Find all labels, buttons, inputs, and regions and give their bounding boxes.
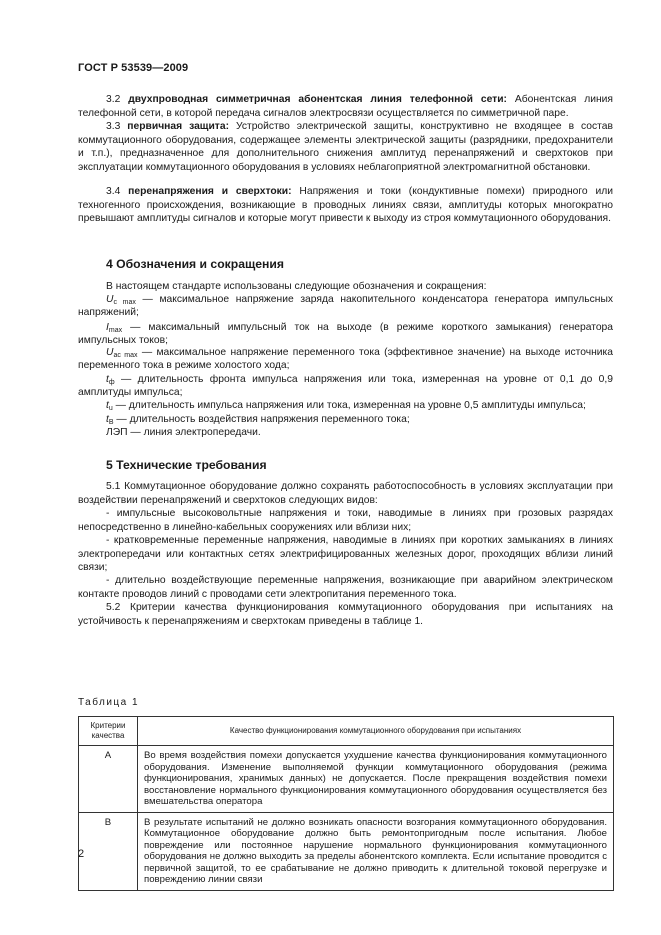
- clause-5-2: 5.2 Критерии качества функционирования коммутационного оборудования при испытаниях на устойчивость к перенапряжениям и сверхтокам приведены в таблице 1.: [78, 602, 613, 627]
- bullet-item: - импульсные высоковольтные напряжения и токи, наводимые в линиях при грозовых разрядах непосредственно в линейно-кабельных сооружениях или вблизи них;: [78, 508, 613, 533]
- column-header-criteria: Критерии качества: [79, 717, 138, 746]
- definition-3-3: [78, 120, 613, 174]
- abbreviation-text: — максимальное напряжение переменного тока (эффективное значение) на выходе источника переменного тока в режиме холостого хода;: [78, 347, 613, 371]
- definition-text: Напряжения и токи (кондуктивные помехи) природного или техногенного происхождения, возникающие в проводных линиях связи, амплитуды которых многократно превышают амплитуды сигналов и которые могут привести к выходу из строя коммутационного оборудования.: [78, 186, 613, 224]
- definition-text: Устройство электрической защиты, конструктивно не входящее в состав коммутационного оборудования, содержащее элементы электрической защиты (разрядники, предохранители и т.п.), предназначенное для дополнительного снижения амплитуд перенапряжений и сверхтоков при эксплуатации коммутационного оборудования в условиях неблагоприятной электромагнитной обстановки.: [78, 121, 613, 173]
- abbreviation-text: — максимальный импульсный ток на выходе (в режиме короткого замыкания) генератора импульсных токов;: [78, 322, 613, 346]
- abbreviation-item: [78, 321, 613, 347]
- symbol: U: [106, 294, 114, 305]
- symbol: t: [106, 400, 109, 411]
- abbreviation-text: ЛЭП — линия электропередачи.: [106, 427, 261, 438]
- symbol-subscript: ac max: [113, 352, 138, 359]
- document-header: ГОСТ Р 53539—2009: [78, 62, 189, 74]
- abbreviation-item: [78, 373, 613, 399]
- bullet-item: - кратковременные переменные напряжения, наводимые в линиях при коротких замыканиях в линиях электропередачи или контактных сетях электрифицированных железных дорог, проходящих вблизи линий связи;: [78, 535, 613, 573]
- definition-text: Абонентская линия телефонной сети, в которой передача сигналов электросвязи осуществляется по симметричной паре.: [78, 94, 613, 119]
- abbreviation-item: [78, 426, 613, 439]
- abbreviation-text: — максимальное напряжение заряда накопительного конденсатора генератора импульсных напряжений;: [78, 294, 613, 318]
- symbol: U: [106, 347, 114, 358]
- section-4-title: 4 Обозначения и сокращения: [106, 257, 285, 271]
- definition-3-4: [78, 185, 613, 226]
- symbol-subscript: u: [108, 405, 113, 412]
- symbol-subscript: B: [108, 419, 114, 426]
- symbol: I: [106, 322, 109, 333]
- description-cell: В результате испытаний не должно возникать опасности возгорания коммутационного оборудования. Коммутационное оборудование должно быть ремонтопригодным после испытания. Любое повреждение или постоянное нарушение нормального функционирования коммутационного оборудования не должно выходить за пределы абонентского комплекта. Если испытание проводится с первичной защитой, то ее срабатывание не должно приводить к длительной токовой перегрузке и повреждению линии связи: [138, 812, 614, 890]
- column-header-quality: Качество функционирования коммутационного оборудования при испытаниях: [138, 717, 614, 746]
- symbol-subscript: c max: [113, 299, 136, 306]
- description-cell: Во время воздействия помехи допускается ухудшение качества функционирования коммутационного оборудования. Изменение выполняемой функции коммутационного оборудования (режима функционирования, хранимых данных) не допускается. После прекращения воздействия помехи восстановление нормального функционирования коммутационного оборудования осуществляется без вмешательства оператора: [138, 746, 614, 813]
- page-number: 2: [78, 848, 85, 860]
- abbreviation-item: [78, 413, 613, 426]
- section-4-intro: В настоящем стандарте использованы следующие обозначения и сокращения:: [106, 281, 487, 292]
- definition-term: перенапряжения и сверхтоки:: [128, 186, 292, 197]
- table-header-row: [79, 717, 614, 746]
- symbol-subscript: max: [108, 327, 123, 334]
- symbol-subscript: ф: [108, 379, 115, 386]
- definition-term: первичная защита:: [127, 121, 230, 132]
- abbreviation-text: — длительность воздействия напряжения переменного тока;: [113, 414, 410, 425]
- abbreviation-text: — длительность импульса напряжения или тока, измеренная на уровне 0,5 амплитуды импульса;: [112, 400, 586, 411]
- criteria-cell: B: [79, 812, 138, 890]
- symbol: t: [106, 414, 109, 425]
- criteria-cell: A: [79, 746, 138, 813]
- abbreviation-item: [78, 399, 613, 412]
- abbreviation-item: [78, 293, 613, 319]
- table-row: [79, 812, 614, 890]
- abbreviation-item: [78, 346, 613, 372]
- definition-number: 3.3: [106, 121, 121, 132]
- table-caption: Таблица 1: [78, 697, 140, 708]
- definition-number: 3.4: [106, 186, 121, 197]
- clause-5-1: 5.1 Коммутационное оборудование должно сохранять работоспособность в условиях эксплуатации при воздействии перенапряжений и сверхтоков следующих видов:: [78, 481, 613, 506]
- definition-3-2: [78, 93, 613, 120]
- section-5-title: 5 Технические требования: [106, 458, 267, 472]
- abbreviation-text: — длительность фронта импульса напряжения или тока, измеренная на уровне от 0,1 до 0,9 амплитуды импульса;: [78, 374, 613, 398]
- criteria-table: [78, 716, 614, 891]
- table-row: [79, 746, 614, 813]
- symbol: t: [106, 374, 109, 385]
- bullet-item: - длительно воздействующие переменные напряжения, возникающие при аварийном электрическом контакте проводов линий с проводами сети электропитания переменного тока.: [78, 575, 613, 600]
- definition-term: двухпроводная симметричная абонентская линия телефонной сети:: [128, 94, 507, 105]
- definition-number: 3.2: [106, 94, 121, 105]
